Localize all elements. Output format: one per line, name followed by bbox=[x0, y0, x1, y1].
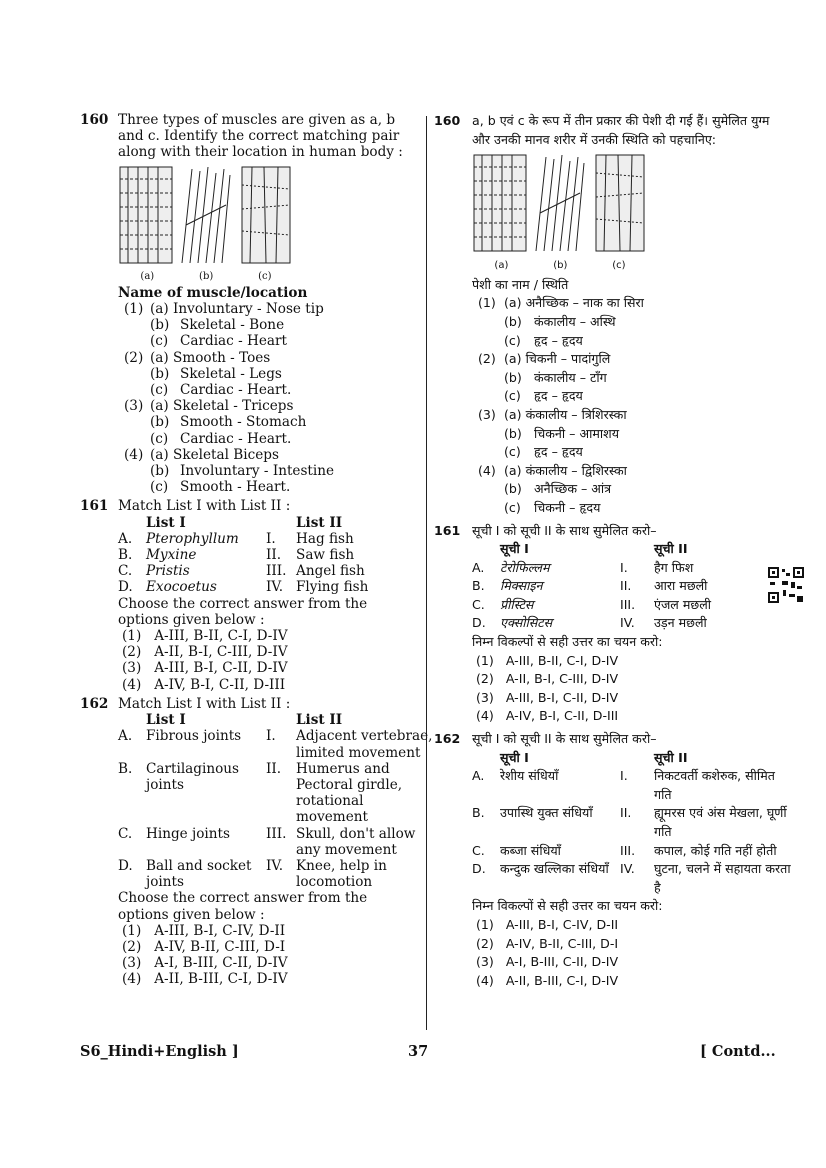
option-sub-text: Skeletal - Legs bbox=[180, 365, 282, 382]
qr-code-icon bbox=[767, 566, 805, 604]
answer-option: (1) A-III, B-II, C-I, D-IV bbox=[122, 628, 288, 645]
question-number: 160 bbox=[434, 113, 461, 128]
answer-option: (2) A-II, B-I, C-III, D-IV bbox=[122, 644, 288, 661]
fig-label-b: (b) bbox=[199, 270, 214, 282]
option-line bbox=[472, 387, 770, 406]
question-162 bbox=[80, 695, 433, 988]
choose-text: निम्न विकल्पों से सही उत्तर का चयन करो: bbox=[472, 898, 663, 914]
fig-label-c: (c) bbox=[612, 260, 626, 272]
answer-option: (3) A-I, B-III, C-II, D-IV bbox=[476, 954, 619, 970]
option-line bbox=[118, 414, 420, 430]
list-2-item: निकटवर्ती कशेरुक, सीमित गति bbox=[654, 768, 775, 802]
option-sub-label: (c) bbox=[150, 382, 169, 399]
row-roman: IV. bbox=[620, 861, 635, 877]
footer-page-number: 37 bbox=[408, 1043, 429, 1060]
option-sub-text: हृद – हृदय bbox=[534, 332, 583, 348]
row-letter: C. bbox=[118, 563, 133, 580]
option-sub-label: (b) bbox=[150, 463, 170, 480]
question-number: 162 bbox=[80, 695, 109, 712]
list-spacer bbox=[266, 515, 296, 531]
option-line bbox=[118, 333, 420, 349]
list-2-header: सूची II bbox=[654, 749, 688, 765]
option-number: (1) bbox=[478, 295, 496, 311]
question-text: Match List I with List II : bbox=[118, 695, 291, 712]
option-sub-label: (a) bbox=[150, 301, 169, 318]
question-number: 161 bbox=[434, 522, 461, 538]
option-sub-text: चिकनी – पादांगुलि bbox=[525, 351, 611, 367]
option-line bbox=[472, 425, 770, 444]
match-list bbox=[472, 749, 791, 898]
list-spacer bbox=[472, 540, 500, 559]
answer-option: (4) A-IV, B-I, C-II, D-III bbox=[476, 708, 619, 724]
subheading: Name of muscle/location bbox=[118, 284, 308, 301]
option-line bbox=[118, 398, 420, 414]
option-sub-text: Smooth - Toes bbox=[173, 349, 271, 366]
list-1-item: रेशीय संधियाँ bbox=[500, 768, 559, 784]
list-1-item: Hinge joints bbox=[146, 825, 230, 842]
list-1-item: Pterophyllum bbox=[146, 530, 239, 547]
option-sub-text: कंकालीय – द्विशिरस्का bbox=[525, 462, 627, 478]
list-2-item: घुटना, चलने में सहायता करता है bbox=[654, 861, 791, 895]
list-2-item: Humerus and Pectoral girdle, rotational movement bbox=[296, 760, 403, 826]
question-number: 162 bbox=[434, 731, 461, 747]
option-sub-label: (c) bbox=[504, 388, 521, 404]
option-sub-label: (b) bbox=[150, 414, 170, 431]
question-162-hindi bbox=[434, 730, 791, 990]
row-letter: C. bbox=[472, 596, 485, 612]
option-line bbox=[118, 350, 420, 366]
question-161 bbox=[80, 498, 420, 692]
muscle-figure bbox=[472, 153, 770, 255]
options bbox=[472, 916, 770, 990]
answer-option: (1) A-III, B-I, C-IV, D-II bbox=[476, 916, 619, 932]
option-sub-label: (a) bbox=[504, 351, 522, 367]
row-letter: A. bbox=[118, 728, 133, 745]
option-number: (3) bbox=[478, 406, 496, 422]
option-sub-label: (c) bbox=[150, 479, 169, 496]
option-sub-text: कंकालीय – टाँग bbox=[534, 369, 607, 385]
choose-text: Choose the correct answer from the options given below : bbox=[118, 890, 368, 923]
question-text: सूची I को सूची II के साथ सुमेलित करो– bbox=[472, 522, 657, 538]
fig-label-c: (c) bbox=[258, 270, 272, 282]
answer-option: (3) A-III, B-I, C-II, D-IV bbox=[476, 689, 619, 705]
option-sub-label: (c) bbox=[504, 444, 521, 460]
match-list bbox=[118, 515, 420, 596]
list-2-item: Saw fish bbox=[296, 547, 355, 564]
list-2-item: Adjacent vertebrae, limited movement bbox=[296, 728, 433, 761]
row-roman: I. bbox=[620, 768, 628, 784]
option-sub-label: (a) bbox=[504, 406, 522, 422]
question-number: 161 bbox=[80, 498, 109, 515]
options bbox=[472, 294, 770, 517]
fig-label-a: (a) bbox=[494, 260, 509, 272]
option-line bbox=[472, 480, 770, 499]
option-sub-text: Involuntary - Intestine bbox=[180, 463, 335, 480]
row-roman: I. bbox=[620, 559, 628, 575]
muscle-figure bbox=[118, 165, 420, 267]
option-sub-text: Smooth - Stomach bbox=[180, 414, 307, 431]
answer-option: (2) A-IV, B-II, C-III, D-I bbox=[122, 938, 286, 955]
list-2-item: कपाल, कोई गति नहीं होती bbox=[654, 842, 777, 858]
option-sub-label: (b) bbox=[504, 369, 522, 385]
answer-option: (4) A-II, B-III, C-I, D-IV bbox=[122, 971, 288, 988]
footer-paper-code: S6_Hindi+English ] bbox=[80, 1043, 239, 1060]
option-sub-label: (b) bbox=[504, 313, 522, 329]
question-161-hindi bbox=[434, 522, 770, 727]
option-sub-text: Cardiac - Heart. bbox=[180, 430, 292, 447]
list-2-item: हैग फिश bbox=[654, 559, 694, 575]
answer-option: (4) A-IV, B-I, C-II, D-III bbox=[122, 676, 286, 693]
row-letter: A. bbox=[472, 559, 485, 575]
option-sub-text: Skeletal - Bone bbox=[180, 317, 285, 334]
option-line bbox=[118, 431, 420, 447]
fig-label-b: (b) bbox=[553, 260, 568, 272]
list-1-item: Ball and socket joints bbox=[146, 857, 252, 891]
option-number: (4) bbox=[124, 446, 144, 463]
list-1-header: सूची I bbox=[500, 541, 529, 557]
options bbox=[472, 652, 770, 726]
figure-labels bbox=[472, 257, 648, 276]
choose-text: निम्न विकल्पों से सही उत्तर का चयन करो: bbox=[472, 634, 663, 650]
list-1-item: Pristis bbox=[146, 563, 190, 580]
list-1-header: सूची I bbox=[500, 749, 529, 765]
question-text: Match List I with List II : bbox=[118, 498, 291, 515]
match-list bbox=[118, 712, 433, 891]
row-roman: II. bbox=[620, 578, 632, 594]
options bbox=[118, 301, 420, 495]
question-text: सूची I को सूची II के साथ सुमेलित करो– bbox=[472, 731, 657, 747]
option-sub-label: (b) bbox=[150, 365, 170, 382]
row-letter: D. bbox=[472, 615, 486, 631]
row-letter: B. bbox=[118, 547, 133, 564]
row-letter: A. bbox=[118, 530, 133, 547]
option-sub-text: Skeletal - Triceps bbox=[173, 398, 294, 415]
option-line bbox=[118, 463, 420, 479]
option-line bbox=[472, 462, 770, 481]
option-line bbox=[118, 447, 420, 463]
option-line bbox=[118, 366, 420, 382]
row-roman: III. bbox=[620, 596, 636, 612]
answer-option: (4) A-II, B-III, C-I, D-IV bbox=[476, 972, 619, 988]
list-2-item: ह्यूमरस एवं अंस मेखला, घूर्णी गति bbox=[654, 805, 787, 839]
option-sub-text: Skeletal Biceps bbox=[173, 446, 279, 463]
list-spacer bbox=[118, 712, 146, 728]
row-letter: D. bbox=[118, 857, 133, 874]
row-letter: C. bbox=[118, 825, 133, 842]
option-sub-label: (c) bbox=[150, 333, 169, 350]
list-1-header: List I bbox=[146, 712, 186, 729]
answer-option: (2) A-II, B-I, C-III, D-IV bbox=[476, 671, 619, 687]
list-2-item: आरा मछली bbox=[654, 578, 708, 594]
list-1-item: Fibrous joints bbox=[146, 728, 242, 745]
option-number: (1) bbox=[124, 301, 144, 318]
option-line bbox=[472, 406, 770, 425]
option-number: (2) bbox=[478, 351, 496, 367]
question-number: 160 bbox=[80, 112, 109, 128]
list-1-item: उपास्थि युक्त संधियाँ bbox=[500, 805, 593, 821]
list-1-item: कब्जा संधियाँ bbox=[500, 842, 561, 858]
list-2-item: Angel fish bbox=[296, 563, 365, 580]
option-sub-text: अनैच्छिक – नाक का सिरा bbox=[525, 295, 644, 311]
row-roman: IV. bbox=[266, 579, 284, 596]
option-sub-text: चिकनी – आमाशय bbox=[534, 425, 620, 441]
option-sub-label: (b) bbox=[504, 481, 522, 497]
option-line bbox=[472, 294, 770, 313]
option-sub-label: (b) bbox=[150, 317, 170, 334]
muscle-diagram-image bbox=[472, 153, 648, 255]
answer-option: (3) A-I, B-III, C-II, D-IV bbox=[122, 955, 288, 972]
option-sub-text: हृद – हृदय bbox=[534, 444, 583, 460]
option-sub-text: Cardiac - Heart. bbox=[180, 382, 292, 399]
answer-option: (1) A-III, B-I, C-IV, D-II bbox=[122, 922, 286, 939]
option-line bbox=[118, 382, 420, 398]
row-letter: C. bbox=[472, 842, 485, 858]
answer-option: (2) A-IV, B-II, C-III, D-I bbox=[476, 935, 619, 951]
list-2-header: सूची II bbox=[654, 541, 688, 557]
option-sub-label: (a) bbox=[150, 349, 169, 366]
list-spacer bbox=[118, 515, 146, 531]
option-sub-text: Involuntary - Nose tip bbox=[173, 301, 324, 318]
list-2-item: Hag fish bbox=[296, 530, 354, 547]
option-sub-text: कंकालीय – अस्थि bbox=[534, 313, 616, 329]
option-sub-label: (a) bbox=[150, 446, 169, 463]
option-line bbox=[118, 317, 420, 333]
option-sub-label: (a) bbox=[504, 462, 522, 478]
option-sub-text: चिकनी – हृदय bbox=[534, 499, 601, 515]
row-roman: III. bbox=[266, 563, 287, 580]
option-sub-label: (b) bbox=[504, 425, 522, 441]
figure-labels bbox=[118, 269, 294, 285]
answer-option: (1) A-III, B-II, C-I, D-IV bbox=[476, 652, 619, 668]
row-roman: II. bbox=[266, 760, 282, 777]
option-sub-text: हृद – हृदय bbox=[534, 388, 583, 404]
row-roman: IV. bbox=[266, 857, 284, 874]
question-160-hindi bbox=[434, 112, 770, 518]
list-1-item: Cartilaginous joints bbox=[146, 760, 239, 793]
row-roman: III. bbox=[620, 842, 636, 858]
fig-label-a: (a) bbox=[140, 270, 155, 282]
options bbox=[118, 628, 420, 693]
question-text: a, b एवं c के रूप में तीन प्रकार की पेशी दी गई हैं। सुमेलित युग्म और उनकी मानव शरीर में उनकी स्थिति को पहचानिए: bbox=[472, 113, 770, 147]
option-sub-text: अनैच्छिक – आंत्र bbox=[534, 481, 612, 497]
list-2-item: Knee, help in locomotion bbox=[296, 857, 387, 891]
list-2-header: List II bbox=[296, 712, 343, 729]
option-sub-text: Smooth - Heart. bbox=[180, 479, 291, 496]
list-1-item: Myxine bbox=[146, 547, 197, 564]
options bbox=[118, 923, 420, 988]
match-list bbox=[472, 540, 770, 633]
option-line bbox=[472, 369, 770, 388]
footer-contd: [ Contd... bbox=[700, 1043, 776, 1060]
row-letter: A. bbox=[472, 768, 485, 784]
row-letter: B. bbox=[118, 760, 133, 777]
option-line bbox=[472, 499, 770, 518]
option-line bbox=[118, 301, 420, 317]
option-sub-label: (c) bbox=[504, 332, 521, 348]
list-1-item: टेरोफिल्लम bbox=[500, 559, 550, 575]
row-roman: III. bbox=[266, 825, 287, 842]
list-2-item: Skull, don't allow any movement bbox=[296, 825, 416, 858]
option-sub-text: कंकालीय – त्रिशिरस्का bbox=[525, 406, 627, 422]
row-roman: I. bbox=[266, 530, 276, 547]
option-line bbox=[118, 479, 420, 495]
list-1-item: एक्सोसिटस bbox=[500, 615, 553, 631]
option-number: (3) bbox=[124, 398, 144, 415]
list-1-item: मिक्साइन bbox=[500, 578, 543, 594]
option-line bbox=[472, 313, 770, 332]
option-sub-label: (a) bbox=[150, 398, 169, 415]
list-2-item: एंजल मछली bbox=[654, 596, 712, 612]
list-1-item: कन्दुक खल्लिका संधियाँ bbox=[500, 861, 609, 877]
list-1-item: प्रीस्टिस bbox=[500, 596, 534, 612]
row-letter: D. bbox=[472, 861, 486, 877]
muscle-diagram-image bbox=[118, 165, 294, 267]
option-sub-label: (a) bbox=[504, 295, 522, 311]
row-roman: IV. bbox=[620, 615, 635, 631]
option-line bbox=[472, 443, 770, 462]
list-2-item: Flying fish bbox=[296, 579, 369, 596]
question-text: Three types of muscles are given as a, b and c. Identify the correct matching pair along with their location in human body : bbox=[118, 112, 403, 161]
question-160 bbox=[80, 112, 420, 495]
hindi-column bbox=[434, 112, 791, 990]
option-number: (2) bbox=[124, 349, 144, 366]
option-number: (4) bbox=[478, 462, 496, 478]
row-letter: B. bbox=[472, 578, 485, 594]
list-spacer bbox=[266, 712, 296, 728]
answer-option: (3) A-III, B-I, C-II, D-IV bbox=[122, 660, 288, 677]
row-letter: D. bbox=[118, 579, 133, 596]
list-1-header: List I bbox=[146, 514, 186, 531]
option-line bbox=[472, 332, 770, 351]
row-letter: B. bbox=[472, 805, 485, 821]
list-spacer bbox=[472, 749, 500, 768]
list-1-item: Exocoetus bbox=[146, 579, 217, 596]
english-column bbox=[80, 112, 433, 988]
row-roman: II. bbox=[266, 547, 282, 564]
option-line bbox=[472, 350, 770, 369]
list-spacer bbox=[620, 540, 654, 559]
row-roman: II. bbox=[620, 805, 632, 821]
list-2-item: उड़न मछली bbox=[654, 615, 707, 631]
subheading: पेशी का नाम / स्थिति bbox=[472, 276, 569, 292]
choose-text: Choose the correct answer from the options given below : bbox=[118, 595, 368, 628]
option-sub-label: (c) bbox=[504, 499, 521, 515]
row-roman: I. bbox=[266, 728, 276, 745]
list-spacer bbox=[620, 749, 654, 768]
option-sub-label: (c) bbox=[150, 430, 169, 447]
option-sub-text: Cardiac - Heart bbox=[180, 333, 287, 350]
list-2-header: List II bbox=[296, 514, 343, 531]
